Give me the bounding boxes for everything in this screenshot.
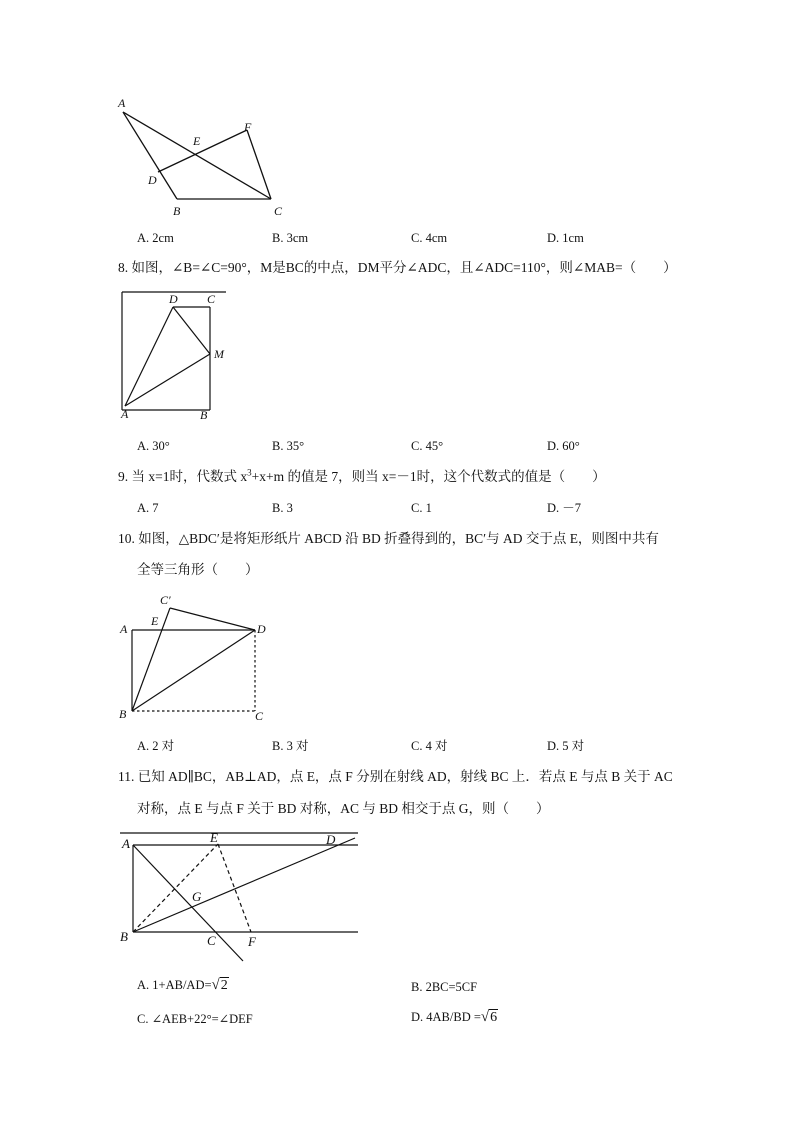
q11-option-d-text: D. 4AB/BD =: [411, 1010, 481, 1024]
q7-option-b: B. 3cm: [272, 231, 309, 245]
q10-option-c: C. 4 对: [411, 739, 448, 753]
sqrt-symbol-icon: √: [480, 1009, 490, 1025]
q11-option-d: [411, 1008, 498, 1027]
fig7-label-B: B: [173, 204, 181, 218]
q11-option-d-radicand: 6: [490, 1010, 498, 1025]
q11-option-c: C. ∠AEB+22°=∠DEF: [137, 1012, 253, 1026]
q8-option-a: A. 30°: [137, 439, 170, 453]
fig11-label-B: B: [120, 929, 128, 944]
q7-option-d: D. 1cm: [547, 231, 584, 245]
q11-stem-line2: 对称，点 E 与点 F 关于 BD 对称，AC 与 BD 相交于点 G，则（ ）: [137, 801, 550, 816]
q10-stem-line2: 全等三角形（ ）: [137, 562, 259, 577]
q11-stem-line1: 11. 已知 AD∥BC，AB⊥AD，点 E，点 F 分别在射线 AD，射线 BC 上．若点 E 与点 B 关于 AC: [118, 769, 673, 784]
fig8-label-M: M: [214, 347, 224, 361]
q10-figure: [115, 590, 275, 725]
q9-stem: [118, 467, 606, 487]
fig10-label-E: E: [151, 614, 159, 628]
q8-option-c: C. 45°: [411, 439, 444, 453]
fig11-label-C: C: [207, 933, 216, 948]
q9-option-b: B. 3: [272, 501, 293, 515]
q10-option-a: A. 2 对: [137, 739, 175, 753]
q8-option-d: D. 60°: [547, 439, 580, 453]
q9-option-c: C. 1: [411, 501, 432, 515]
fig10-label-D: D: [257, 622, 266, 636]
fig7-label-D: D: [148, 173, 157, 187]
fig11-label-A: A: [122, 836, 130, 851]
fig11-label-E: E: [210, 830, 218, 845]
q10-option-b: B. 3 对: [272, 739, 309, 753]
fig11-label-F: F: [248, 934, 256, 949]
fig11-label-G: G: [192, 889, 202, 904]
q7-option-c: C. 4cm: [411, 231, 448, 245]
fig8-label-A: A: [121, 407, 129, 421]
q10-option-d: D. 5 对: [547, 739, 585, 753]
q10-stem-line1: 10. 如图，△BDC′是将矩形纸片 ABCD 沿 BD 折叠得到的，BC′与 AD 交于点 E，则图中共有: [118, 531, 659, 546]
fig8-label-D: D: [169, 292, 178, 306]
q8-figure: [115, 285, 245, 425]
fig7-label-F: F: [244, 120, 252, 134]
fig8-label-B: B: [200, 408, 208, 422]
fig10-label-C: C: [255, 709, 264, 723]
q9-option-a: A. 7: [137, 501, 159, 515]
fig7-label-E: E: [193, 134, 201, 148]
fig10-label-Cprime: C′: [160, 593, 171, 607]
q11-option-a-radicand: 2: [220, 978, 228, 993]
q11-option-a: [137, 976, 229, 995]
q11-option-a-text: A. 1+AB/AD=: [137, 978, 212, 992]
fig10-label-B: B: [119, 707, 127, 721]
fig11-label-D: D: [326, 832, 336, 847]
q7-option-a: A. 2cm: [137, 231, 174, 245]
q8-option-b: B. 35°: [272, 439, 305, 453]
q9-stem-exponent: 3: [247, 467, 252, 478]
sqrt-symbol-icon: √: [211, 977, 220, 993]
q9-stem-post: +x+m 的值是 7，则当 x=－1时，这个代数式的值是（ ）: [251, 469, 606, 484]
q9-stem-pre: 9. 当 x=1时，代数式 x: [118, 469, 248, 484]
q7-figure: [110, 95, 300, 225]
fig7-label-A: A: [118, 96, 126, 110]
q9-option-d: D. －7: [547, 501, 582, 515]
q11-figure: [115, 828, 365, 968]
fig8-label-C: C: [207, 292, 216, 306]
fig10-label-A: A: [120, 622, 128, 636]
q11-option-b: B. 2BC=5CF: [411, 980, 478, 994]
q8-stem: 8. 如图，∠B=∠C=90°，M是BC的中点，DM平分∠ADC，且∠ADC=110°，则∠MAB=（ ）: [118, 260, 677, 275]
fig7-label-C: C: [274, 204, 283, 218]
